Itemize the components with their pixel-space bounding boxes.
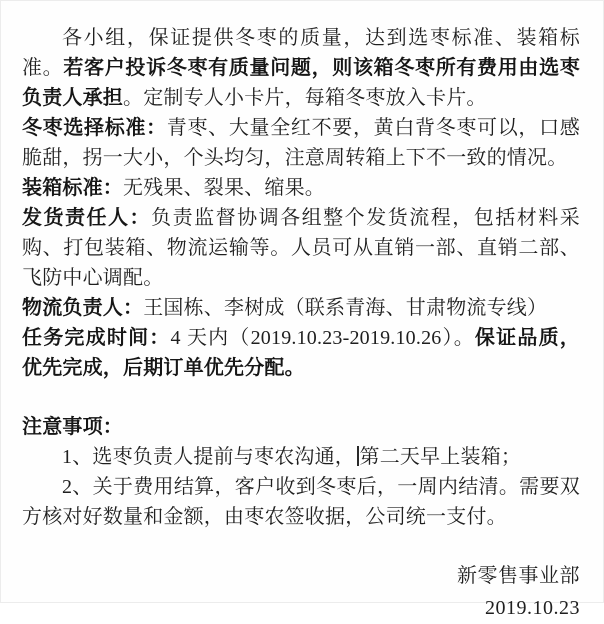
note-item-1	[22, 442, 580, 472]
intro-text-start: 各小组，保证提供冬枣的质量，达到选枣标准、装箱标准。	[22, 27, 580, 79]
text-cursor	[357, 446, 359, 466]
intro-paragraph	[22, 23, 580, 113]
shipping-manager-text: 负责监督协调各组整个发货流程，包括材料采购、打包装箱、物流运输等。人员可从直销一部、直销二部、飞防中心调配。	[22, 207, 581, 289]
deadline-paragraph	[22, 323, 580, 383]
select-standard-paragraph	[22, 113, 580, 173]
signature-block	[22, 560, 580, 624]
note1-text-before-cursor: 1、选枣负责人提前与枣农沟通，	[62, 446, 355, 468]
deadline-label: 任务完成时间：	[22, 327, 171, 349]
intro-text-end: 。定制专人小卡片，每箱冬枣放入卡片。	[123, 87, 487, 109]
deadline-text: 4 天内（2019.10.23-2019.10.26）。	[170, 327, 475, 349]
note1-text-after-cursor: 第二天早上装箱；	[359, 446, 522, 468]
logistics-manager-text: 王国栋、李树成（联系青海、甘肃物流专线）	[143, 297, 548, 319]
intro-text-bold-warning: 若客户投诉冬枣有质量问题，则该箱冬枣所有费用由选枣负责人承担	[22, 57, 580, 109]
notes-heading: 注意事项：	[22, 416, 123, 438]
logistics-manager-label: 物流负责人：	[22, 297, 144, 319]
packing-standard-paragraph	[22, 173, 580, 203]
logistics-manager-paragraph	[22, 293, 580, 323]
packing-standard-text: 无残果、裂果、缩果。	[123, 177, 325, 199]
packing-standard-label: 装箱标准：	[22, 177, 123, 199]
shipping-manager-paragraph	[22, 203, 580, 293]
signature-department: 新零售事业部	[457, 565, 580, 587]
deadline-bold-priority: 保证品质，优先完成，后期订单优先分配。	[22, 327, 580, 379]
note-item-2: 2、关于费用结算，客户收到冬枣后，一周内结清。需要双方核对好数量和金额，由枣农签收据，公司统一支付。	[22, 476, 580, 528]
select-standard-label: 冬枣选择标准：	[22, 117, 167, 139]
select-standard-text: 青枣、大量全红不要，黄白背冬枣可以，口感脆甜，拐一大小，个头均匀，注意周转箱上下不一致的情况。	[22, 117, 580, 169]
shipping-manager-label: 发货责任人：	[22, 207, 152, 229]
signature-date: 2019.10.23	[485, 597, 580, 619]
